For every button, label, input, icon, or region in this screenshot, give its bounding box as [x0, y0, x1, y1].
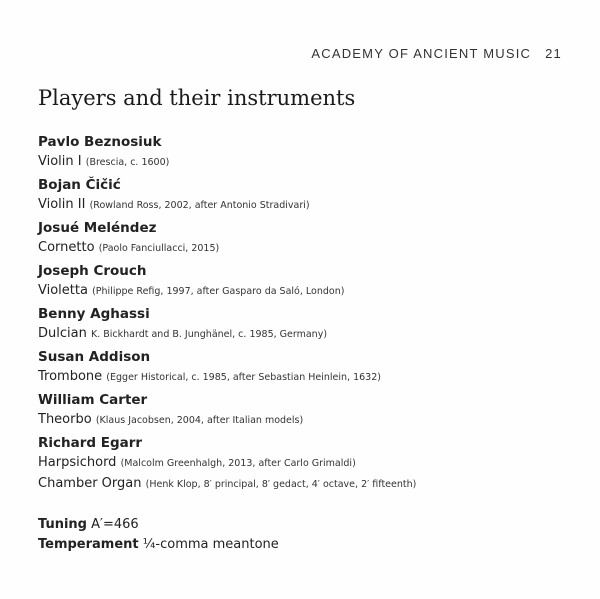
player-name: Susan Addison — [38, 349, 151, 365]
player-entry — [38, 347, 416, 390]
player-entry — [38, 390, 416, 433]
instrument-line — [38, 474, 416, 495]
instrument-line — [38, 453, 416, 474]
instrument-maker-note: (Brescia, c. 1600) — [85, 157, 170, 168]
instrument-name: Violetta — [38, 283, 88, 298]
player-entry — [38, 175, 416, 218]
instrument-line — [38, 367, 416, 388]
player-name: Josué Meléndez — [38, 220, 157, 236]
instrument-maker-note: (Malcolm Greenhalgh, 2013, after Carlo Grimaldi) — [120, 458, 356, 469]
instrument-name: Cornetto — [38, 240, 95, 255]
instrument-line — [38, 410, 416, 431]
tuning-label: Tuning — [38, 517, 87, 532]
running-header — [311, 46, 562, 61]
instrument-name: Chamber Organ — [38, 476, 142, 491]
instrument-line — [38, 152, 416, 173]
player-name: Richard Egarr — [38, 435, 143, 451]
player-name: Bojan Čičić — [38, 177, 121, 193]
player-name: Pavlo Beznosiuk — [38, 134, 162, 150]
instrument-line — [38, 195, 416, 216]
temperament-value: ¼-comma meantone — [142, 537, 279, 552]
instrument-name: Violin II — [38, 197, 86, 212]
instrument-maker-note: (Egger Historical, c. 1985, after Sebastian Heinlein, 1632) — [106, 372, 381, 383]
player-entry — [38, 132, 416, 175]
tuning-info — [38, 515, 279, 555]
temperament-label: Temperament — [38, 537, 139, 552]
player-name: Joseph Crouch — [38, 263, 147, 279]
player-name: Benny Aghassi — [38, 306, 150, 322]
tuning-value: A′=466 — [91, 517, 139, 532]
player-entry — [38, 218, 416, 261]
header-text: ACADEMY OF ANCIENT MUSIC — [311, 46, 532, 61]
instrument-maker-note: K. Bickhardt and B. Junghänel, c. 1985, Germany) — [90, 329, 328, 340]
instrument-name: Trombone — [38, 369, 103, 384]
instrument-name: Harpsichord — [38, 455, 117, 470]
page-number: 21 — [545, 46, 562, 61]
player-entry — [38, 433, 417, 491]
instrument-name: Dulcian — [38, 326, 87, 341]
players-list — [38, 132, 417, 491]
temperament-line — [38, 535, 279, 555]
instrument-line — [38, 238, 416, 259]
instrument-maker-note: (Klaus Jacobsen, 2004, after Italian models) — [95, 415, 304, 426]
page-title: Players and their instruments — [38, 86, 356, 110]
instrument-maker-note: (Henk Klop, 8′ principal, 8′ gedact, 4′ octave, 2′ fifteenth) — [145, 479, 417, 490]
instrument-name: Violin I — [38, 154, 82, 169]
instrument-maker-note: (Paolo Fanciullacci, 2015) — [98, 243, 220, 254]
instrument-line — [38, 324, 416, 345]
instrument-maker-note: (Philippe Refig, 1997, after Gasparo da Saló, London) — [92, 286, 345, 297]
player-entry — [38, 304, 416, 347]
instrument-maker-note: (Rowland Ross, 2002, after Antonio Stradivari) — [89, 200, 310, 211]
instrument-name: Theorbo — [38, 412, 92, 427]
player-name: William Carter — [38, 392, 148, 408]
player-entry — [38, 261, 416, 304]
tuning-line — [38, 515, 279, 535]
instrument-line — [38, 281, 416, 302]
